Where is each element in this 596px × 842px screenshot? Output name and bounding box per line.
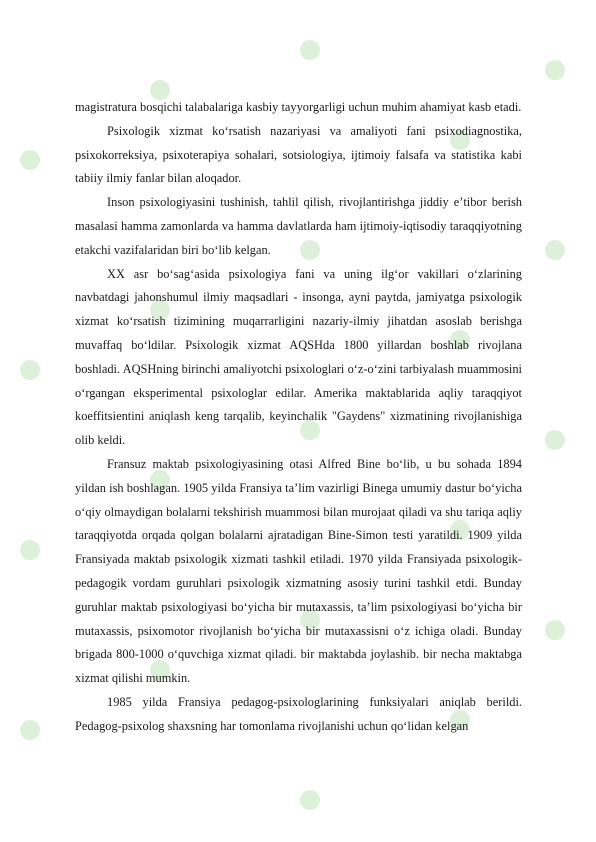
watermark-mark — [20, 150, 40, 170]
watermark-mark — [20, 360, 40, 380]
watermark-mark — [545, 620, 565, 640]
paragraph-3: Inson psixologiyasini tushinish, tahlil qilish, rivojlantirishga jiddiy eʼtibor berish masalasi hamma zamonlarda va hamma davlatlarda ham ijtimoiy-iqtisodiy taraqqiyotning etakchi vazifalaridan biri boʻlib kelgan. — [75, 195, 522, 257]
paragraph-2: Psixologik xizmat koʻrsatish nazariyasi va amaliyoti fani psixodiagnostika, psixokorreksiya, psixoterapiya sohalari, sotsiologiya, ijtimoiy falsafa va statistika kabi tabiiy ilmiy fanlar bilan aloqador. — [75, 123, 522, 186]
watermark-mark — [545, 430, 565, 450]
paragraph-6: 1985 yilda Fransiya pedagog-psixologlarining funksiyalari aniqlab berildi. Pedagog-psixolog shaxsning har tomonlama rivojlanishi uchun qoʻlidan kelgan — [75, 694, 522, 733]
watermark-mark — [20, 540, 40, 560]
watermark-mark — [300, 40, 320, 60]
body-text — [75, 96, 522, 739]
paragraph-1: magistratura bosqichi talabalariga kasbiy tayyorgarligi uchun muhim ahamiyat kasb etadi. — [75, 100, 522, 114]
watermark-mark — [545, 60, 565, 80]
paragraph-5: Fransuz maktab psixologiyasining otasi Alfred Bine boʻlib, u bu sohada 1894 yildan ish boshlagan. 1905 yilda Fransiya taʼlim vazirligi Binega umumiy dastur boʻyicha oʻqiy olmaydigan bolalarni tekshirish muammosi bilan murojaat qiladi va shu tariqa aqliy taraqqiyotda orqada qolgan bolalarni ajratadigan Bine-Simon testi yaratildi. 1909 yilda Fransiyada maktab psixologik xizmati tashkil etiladi. 1970 yilda Fransiyada psixologik-pedagogik vordam guruhlari psixologik xizmatning asosiy turini tashkil etdi. Bunday guruhlar maktab psixologiyasi boʻyicha bir mutaxassis, taʼlim psixologiyasi boʻyicha bir mutaxassis, psixomotor rivojlanish boʻyicha bir mutaxassisni oʻz ichiga oladi. Bunday brigada 800-1000 oʻquvchiga xizmat qiladi. bir maktabda joylashib. bir necha maktabga xizmat qilishi mumkin. — [75, 456, 522, 686]
watermark-mark — [545, 240, 565, 260]
watermark-mark — [300, 790, 320, 810]
watermark-mark — [20, 720, 40, 740]
paragraph-4: XX asr boʻsagʻasida psixologiya fani va uning ilgʻor vakillari oʻzlarining navbatdagi jahonshumul ilmiy maqsadlari - insonga, ayni paytda, jamiyatga psixologik xizmat koʻrsatish tizimining muqarrarligini nazariy-ilmiy jihatdan asoslab berishga muvaffaq boʻldilar. Psixologik xizmat AQSHda 1800 yillardan boshlab rivojlana boshladi. AQSHning birinchi amaliyotchi psixologlari oʻz-oʻzini tarbiyalash muammosini oʻrgangan eksperimental psixologlar edilar. Amerika maktablarida aqliy taraqqiyot koeffitsientini aniqlash keng tarqalib, keyinchalik "Gaydens" xizmatining rivojlanishiga olib keldi. — [75, 266, 522, 448]
